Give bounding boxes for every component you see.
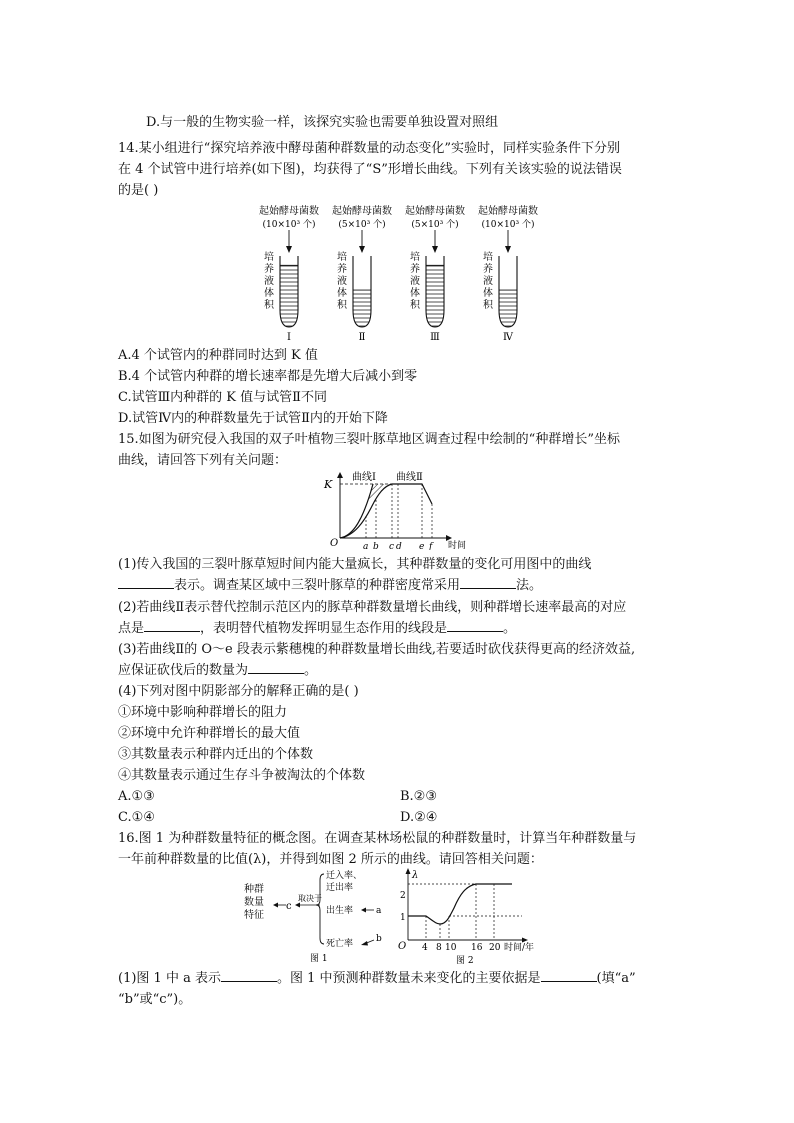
q15-statement-3: ③其数量表示种群内迁出的个体数 <box>118 747 314 762</box>
tube-numeral: Ⅲ <box>430 332 440 343</box>
q14-test-tube-figure <box>240 200 560 346</box>
x-tick-4: 4 <box>422 943 428 953</box>
tube-arrow-head <box>505 246 511 253</box>
arrow-label: 取决于 <box>298 894 322 903</box>
tube-arrow-head <box>286 246 292 253</box>
curve-2-label: 曲线Ⅱ <box>396 472 423 483</box>
q14-option-c: C.试管Ⅲ内种群的 K 值与试管Ⅱ不同 <box>118 390 327 405</box>
q15-option-d: D.②④ <box>400 810 438 825</box>
tube-numeral: Ⅳ <box>503 332 513 343</box>
tick-d: d <box>396 542 402 550</box>
q15-part2-line-2: 点是 ，表明替代植物发挥明显生态作用的线段是 。 <box>118 621 517 636</box>
q16-stem-line-1: 16.图 1 为种群数量特征的概念图。在调查某林场松鼠的种群数量时，计算当年种群数量与 <box>118 831 637 846</box>
y-tick-1: 1 <box>400 913 406 923</box>
tube-volume-label: 培养液体积 <box>410 252 420 311</box>
q15-statement-1: ①环境中影响种群增长的阻力 <box>118 705 288 720</box>
q15-option-c: C.①④ <box>118 810 155 825</box>
item-migration-1: 迁入率、 <box>326 871 363 881</box>
answer-blank[interactable] <box>447 619 503 632</box>
q15-population-growth-graph <box>318 470 478 550</box>
answer-blank[interactable] <box>221 969 277 982</box>
k-label: K <box>324 478 333 491</box>
q15-part3-line-2: 应保证砍伐后的数量为 。 <box>118 663 318 678</box>
q15-part1-line-1: (1)传入我国的三裂叶豚草短时间内能大量疯长，其种群数量的变化可用图中的曲线 <box>118 557 592 572</box>
q15-part4-stem: (4)下列对图中阴影部分的解释正确的是( ) <box>118 684 359 699</box>
tube-caption-line-2: (10×10³ 个) <box>481 220 535 230</box>
q14-option-d: D.试管Ⅳ内的种群数量先于试管Ⅱ内的开始下降 <box>118 411 388 426</box>
q15-statement-4: ④其数量表示通过生存斗争被淘汰的个体数 <box>118 768 366 783</box>
q16-part1-line-1: (1)图 1 中 a 表示 。图 1 中预测种群数量未来变化的主要依据是 (填“a” <box>118 971 636 986</box>
curve-1-label: 曲线Ⅰ <box>352 472 376 483</box>
answer-blank[interactable] <box>248 661 304 674</box>
x-tick-16: 16 <box>471 943 483 953</box>
tube-liquid <box>499 290 517 327</box>
origin-label: O <box>330 538 339 549</box>
q16-figure-1-concept-map <box>240 868 390 962</box>
q15-option-b: B.②③ <box>400 789 437 804</box>
q13-option-d: D.与一般的生物实验一样，该探究实验也需要单独设置对照组 <box>146 115 499 130</box>
tube-caption-line-1: 起始酵母菌数 <box>332 206 392 217</box>
q14-option-a: A.4 个试管内的种群同时达到 K 值 <box>118 348 318 363</box>
origin-label: O <box>398 941 407 952</box>
q15-part3-line-1: (3)若曲线Ⅱ的 O～e 段表示紫穗槐的种群数量增长曲线,若要适时砍伐获得更高的经济效益, <box>118 642 636 657</box>
answer-blank[interactable] <box>460 576 516 589</box>
lambda-curve <box>408 884 512 924</box>
node-a: a <box>376 906 382 916</box>
tube-caption-line-1: 起始酵母菌数 <box>405 206 465 217</box>
tube-liquid <box>426 265 444 327</box>
q15-options-row-1 <box>118 787 678 807</box>
tube-arrow-head <box>432 246 438 253</box>
x-tick-20: 20 <box>489 943 501 953</box>
q14-stem-line-3: 的是( ) <box>118 183 159 198</box>
q16-figure-2-lambda-graph <box>394 868 544 964</box>
item-birth-rate: 出生率 <box>326 906 354 916</box>
tube-volume-label: 培养液体积 <box>264 252 274 311</box>
tube-liquid <box>353 290 371 327</box>
shaded-region <box>340 484 390 538</box>
node-c: c <box>286 901 292 912</box>
test-tube-4 <box>478 204 538 343</box>
q14-stem-line-2: 在 4 个试管中进行培养(如下图)，均获得了“S”形增长曲线。下列有关该实验的说法错误 <box>118 162 622 177</box>
curve-1 <box>340 484 373 538</box>
tube-caption-line-1: 起始酵母菌数 <box>478 206 538 217</box>
q15-option-a: A.①③ <box>118 789 155 804</box>
answer-blank[interactable] <box>118 576 174 589</box>
tube-liquid <box>280 265 298 327</box>
x-axis-label: 时间/年 <box>504 943 535 953</box>
answer-blank[interactable] <box>144 619 200 632</box>
tick-b: b <box>373 542 379 550</box>
q15-part2-line-1: (2)若曲线Ⅱ表示替代控制示范区内的豚草种群数量增长曲线，则种群增长速率最高的对应 <box>118 600 627 615</box>
tick-c: c <box>389 542 395 550</box>
tube-caption-line-2: (5×10³ 个) <box>411 220 459 230</box>
root-label-3: 特征 <box>244 910 264 921</box>
q16-stem-line-2: 一年前种群数量的比值(λ)，并得到如图 2 所示的曲线。请回答相关问题： <box>118 852 543 867</box>
test-tube-1 <box>259 204 319 343</box>
tube-caption-line-1: 起始酵母菌数 <box>259 206 319 217</box>
figure-1-caption: 图 1 <box>310 954 328 962</box>
root-label-2: 数量 <box>244 897 264 908</box>
x-axis-arrow <box>522 938 528 943</box>
item-death-rate: 死亡率 <box>326 939 354 949</box>
tube-volume-label: 培养液体积 <box>337 252 347 311</box>
q16-part1-line-2: “b”或“c”)。 <box>118 992 192 1007</box>
q14-stem-line-1: 14.某小组进行“探究培养液中酵母菌种群数量的动态变化”实验时，同样实验条件下分别 <box>118 141 620 156</box>
x-axis-label: 时间 <box>448 541 467 550</box>
q15-options-row-2 <box>118 808 678 828</box>
y-axis-arrow <box>406 868 411 874</box>
tick-a: a <box>363 542 369 550</box>
tube-numeral: Ⅱ <box>358 332 366 343</box>
tube-volume-label: 培养液体积 <box>483 252 493 311</box>
y-axis-arrow <box>337 472 343 478</box>
y-tick-2: 2 <box>400 891 406 901</box>
answer-blank[interactable] <box>541 969 597 982</box>
tube-arrow-head <box>359 246 365 253</box>
test-tube-3 <box>405 204 465 343</box>
test-tube-2 <box>332 204 392 343</box>
tube-caption-line-2: (5×10³ 个) <box>338 220 386 230</box>
q15-part1-line-2: 表示。调查某区域中三裂叶豚草的种群密度常采用 法。 <box>118 576 678 596</box>
tick-f: f <box>429 542 433 550</box>
root-label-1: 种群 <box>244 884 264 895</box>
tick-e: e <box>419 542 425 550</box>
tube-numeral: Ⅰ <box>287 332 291 343</box>
item-migration-2: 迁出率 <box>326 883 354 893</box>
q15-stem-line-1: 15.如图为研究侵入我国的双子叶植物三裂叶豚草地区调查过程中绘制的“种群增长”坐标 <box>118 432 620 447</box>
q15-stem-line-2: 曲线，请回答下列有关问题： <box>118 453 288 468</box>
x-tick-8: 8 <box>436 943 442 953</box>
y-axis-label: λ <box>412 870 419 881</box>
node-b: b <box>376 934 382 944</box>
q14-option-b: B.4 个试管内种群的增长速率都是先增大后减小到零 <box>118 369 418 384</box>
tube-caption-line-2: (10×10³ 个) <box>262 220 316 230</box>
x-tick-10: 10 <box>445 943 457 953</box>
q15-statement-2: ②环境中允许种群增长的最大值 <box>118 726 301 741</box>
figure-2-caption: 图 2 <box>456 956 474 964</box>
